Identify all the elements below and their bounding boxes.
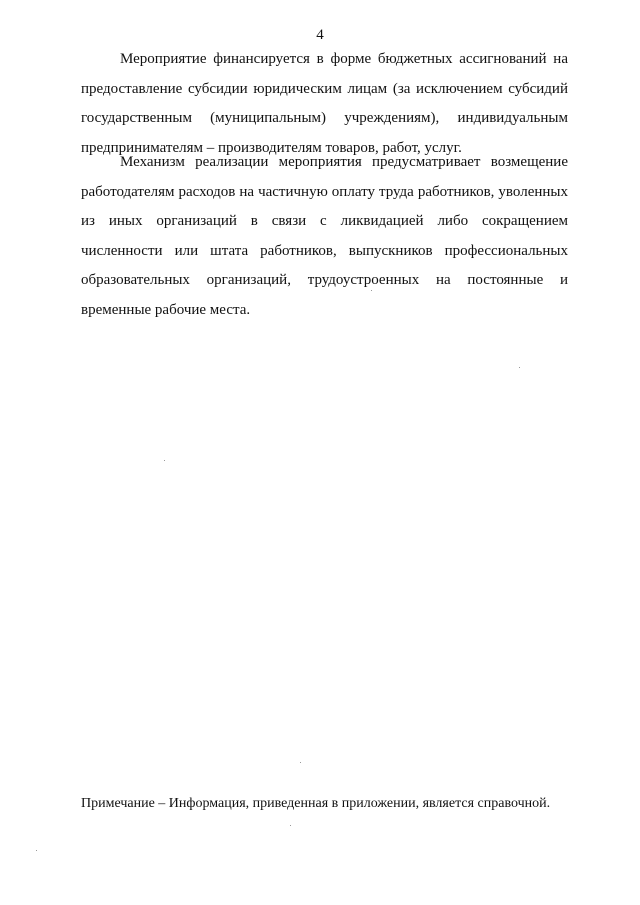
scan-speck bbox=[519, 367, 520, 368]
page-number: 4 bbox=[316, 27, 324, 43]
scan-speck bbox=[36, 850, 37, 851]
footer-note: Примечание – Информация, приведенная в приложении, является справочной. bbox=[81, 796, 551, 811]
scan-speck bbox=[290, 825, 291, 826]
paragraph-financing: Мероприятие финансируется в форме бюджетных ассигнований на предоставление субсидии юридическим лицам (за исключением субсидий государственным (муниципальным) учреждениям), индивидуальным предпринимателям – производителям товаров, работ, услуг. bbox=[81, 51, 568, 156]
scan-speck bbox=[371, 290, 372, 291]
scan-speck bbox=[164, 460, 165, 461]
paragraph-mechanism: Механизм реализации мероприятия предусматривает возмещение работодателям расходов на частичную оплату труда работников, уволенных из иных организаций в связи с ликвидацией либо сокращением численности или штата работников, выпускников профессиональных образовательных организаций, трудоустроенных на постоянные и временные рабочие места. bbox=[81, 154, 568, 318]
scan-speck bbox=[300, 762, 301, 763]
